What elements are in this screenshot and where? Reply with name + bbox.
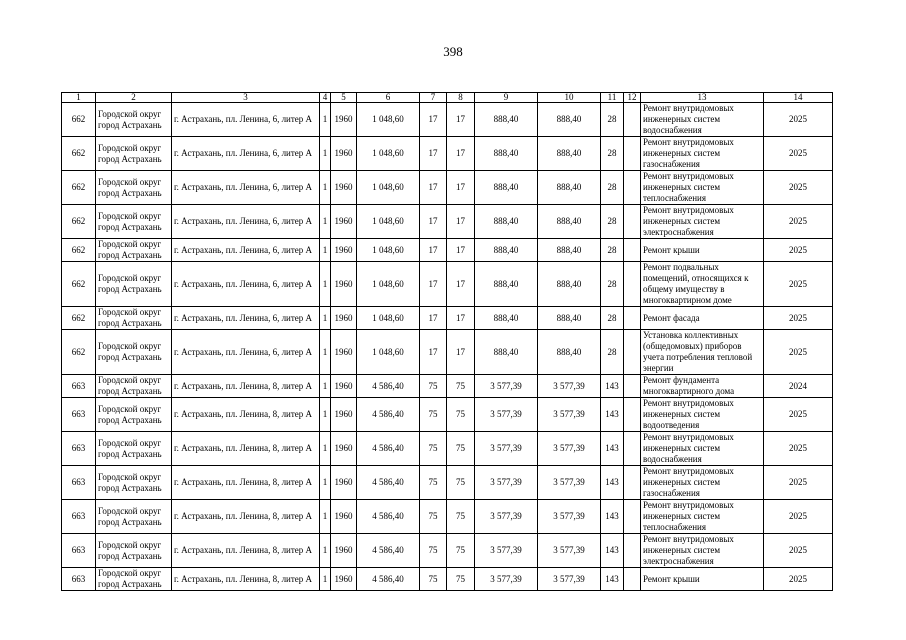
residents-cell: 28 [601,239,624,262]
residents-cell: 28 [601,205,624,239]
table-cell: 17 [447,239,475,262]
municipality-cell: Городской округ город Астрахань [96,262,172,307]
address-cell: г. Астрахань, пл. Ленина, 6, литер А [172,330,320,375]
table-cell: 1 [320,330,331,375]
total-area-cell: 1 048,60 [357,330,420,375]
empty-cell [624,239,641,262]
table-row [62,398,833,432]
municipality-cell: Городской округ город Астрахань [96,398,172,432]
work-type-cell: Ремонт внутридомовых инженерных систем электроснабжения [641,534,764,568]
planned-year-cell: 2025 [764,500,833,534]
residents-cell: 143 [601,466,624,500]
area-cell: 888,40 [538,239,601,262]
work-type-cell: Ремонт фундамента многоквартирного дома [641,375,764,398]
total-area-cell: 1 048,60 [357,137,420,171]
table-cell: 1 [320,137,331,171]
table-cell: 17 [447,262,475,307]
column-number: 13 [641,93,764,103]
address-cell: г. Астрахань, пл. Ленина, 6, литер А [172,262,320,307]
area-cell: 3 577,39 [475,398,538,432]
table-cell: 17 [420,307,447,330]
planned-year-cell: 2025 [764,534,833,568]
empty-cell [624,568,641,591]
table-row [62,171,833,205]
residents-cell: 28 [601,330,624,375]
row-number: 663 [62,534,96,568]
table-cell: 1 [320,466,331,500]
work-type-cell: Ремонт внутридомовых инженерных систем водоснабжения [641,432,764,466]
total-area-cell: 4 586,40 [357,500,420,534]
area-cell: 3 577,39 [538,398,601,432]
area-cell: 888,40 [475,239,538,262]
table-row [62,239,833,262]
table-cell: 17 [447,171,475,205]
table-cell: 75 [420,398,447,432]
work-type-cell: Ремонт внутридомовых инженерных систем теплоснабжения [641,171,764,205]
work-type-cell: Ремонт фасада [641,307,764,330]
address-cell: г. Астрахань, пл. Ленина, 8, литер А [172,534,320,568]
residents-cell: 28 [601,171,624,205]
row-number: 662 [62,137,96,171]
column-number: 4 [320,93,331,103]
area-cell: 3 577,39 [538,375,601,398]
year-built-cell: 1960 [331,534,357,568]
column-number: 3 [172,93,320,103]
work-type-cell: Ремонт подвальных помещений, относящихся к общему имуществу в многоквартирном доме [641,262,764,307]
table-row [62,534,833,568]
address-cell: г. Астрахань, пл. Ленина, 6, литер А [172,239,320,262]
municipality-cell: Городской округ город Астрахань [96,205,172,239]
residents-cell: 28 [601,103,624,137]
table-cell: 17 [420,171,447,205]
year-built-cell: 1960 [331,171,357,205]
year-built-cell: 1960 [331,500,357,534]
area-cell: 888,40 [475,262,538,307]
residents-cell: 28 [601,307,624,330]
row-number: 663 [62,375,96,398]
residents-cell: 143 [601,568,624,591]
empty-cell [624,534,641,568]
municipality-cell: Городской округ город Астрахань [96,137,172,171]
table-cell: 17 [447,330,475,375]
area-cell: 3 577,39 [475,375,538,398]
column-number: 5 [331,93,357,103]
column-number: 1 [62,93,96,103]
planned-year-cell: 2025 [764,307,833,330]
column-number: 14 [764,93,833,103]
page-number: 398 [443,44,463,59]
column-number: 8 [447,93,475,103]
area-cell: 3 577,39 [475,432,538,466]
area-cell: 888,40 [538,103,601,137]
planned-year-cell: 2025 [764,103,833,137]
table-cell: 1 [320,534,331,568]
table-row [62,205,833,239]
residents-cell: 143 [601,500,624,534]
address-cell: г. Астрахань, пл. Ленина, 8, литер А [172,466,320,500]
table-cell: 1 [320,500,331,534]
work-type-cell: Ремонт внутридомовых инженерных систем газоснабжения [641,137,764,171]
column-number: 11 [601,93,624,103]
planned-year-cell: 2025 [764,330,833,375]
row-number: 662 [62,330,96,375]
column-number: 10 [538,93,601,103]
planned-year-cell: 2025 [764,239,833,262]
total-area-cell: 1 048,60 [357,239,420,262]
work-type-cell: Ремонт внутридомовых инженерных систем водоотведения [641,398,764,432]
total-area-cell: 4 586,40 [357,568,420,591]
residents-cell: 143 [601,534,624,568]
area-cell: 888,40 [475,205,538,239]
area-cell: 3 577,39 [475,534,538,568]
municipality-cell: Городской округ город Астрахань [96,239,172,262]
work-type-cell: Ремонт внутридомовых инженерных систем электроснабжения [641,205,764,239]
total-area-cell: 4 586,40 [357,534,420,568]
total-area-cell: 1 048,60 [357,307,420,330]
capital-repair-table [61,92,833,591]
year-built-cell: 1960 [331,205,357,239]
table-row [62,262,833,307]
planned-year-cell: 2025 [764,205,833,239]
area-cell: 888,40 [475,330,538,375]
address-cell: г. Астрахань, пл. Ленина, 8, литер А [172,500,320,534]
total-area-cell: 4 586,40 [357,375,420,398]
planned-year-cell: 2025 [764,568,833,591]
empty-cell [624,466,641,500]
row-number: 663 [62,568,96,591]
empty-cell [624,137,641,171]
municipality-cell: Городской округ город Астрахань [96,534,172,568]
address-cell: г. Астрахань, пл. Ленина, 6, литер А [172,307,320,330]
empty-cell [624,432,641,466]
column-number: 7 [420,93,447,103]
total-area-cell: 1 048,60 [357,171,420,205]
address-cell: г. Астрахань, пл. Ленина, 6, литер А [172,137,320,171]
total-area-cell: 1 048,60 [357,205,420,239]
table-row [62,466,833,500]
table-cell: 75 [420,534,447,568]
empty-cell [624,500,641,534]
residents-cell: 143 [601,432,624,466]
year-built-cell: 1960 [331,375,357,398]
area-cell: 888,40 [538,330,601,375]
table-cell: 17 [447,307,475,330]
total-area-cell: 1 048,60 [357,103,420,137]
area-cell: 888,40 [538,171,601,205]
table-cell: 17 [420,137,447,171]
table-cell: 75 [420,568,447,591]
address-cell: г. Астрахань, пл. Ленина, 8, литер А [172,398,320,432]
address-cell: г. Астрахань, пл. Ленина, 6, литер А [172,171,320,205]
empty-cell [624,307,641,330]
row-number: 663 [62,432,96,466]
table-row [62,103,833,137]
planned-year-cell: 2025 [764,432,833,466]
row-number: 663 [62,466,96,500]
table-cell: 1 [320,205,331,239]
municipality-cell: Городской округ город Астрахань [96,500,172,534]
address-cell: г. Астрахань, пл. Ленина, 6, литер А [172,103,320,137]
area-cell: 3 577,39 [538,500,601,534]
empty-cell [624,398,641,432]
table-cell: 75 [420,466,447,500]
area-cell: 888,40 [538,307,601,330]
municipality-cell: Городской округ город Астрахань [96,568,172,591]
residents-cell: 143 [601,375,624,398]
municipality-cell: Городской округ город Астрахань [96,103,172,137]
table-row [62,568,833,591]
year-built-cell: 1960 [331,262,357,307]
area-cell: 888,40 [538,205,601,239]
table-cell: 17 [447,137,475,171]
year-built-cell: 1960 [331,398,357,432]
area-cell: 888,40 [538,137,601,171]
area-cell: 888,40 [475,171,538,205]
table-cell: 75 [447,568,475,591]
residents-cell: 28 [601,262,624,307]
planned-year-cell: 2025 [764,398,833,432]
empty-cell [624,171,641,205]
table-cell: 17 [420,330,447,375]
table-cell: 75 [447,432,475,466]
area-cell: 888,40 [538,262,601,307]
table-cell: 1 [320,103,331,137]
table-cell: 17 [420,103,447,137]
table-cell: 75 [420,500,447,534]
empty-cell [624,375,641,398]
planned-year-cell: 2025 [764,137,833,171]
area-cell: 3 577,39 [538,432,601,466]
year-built-cell: 1960 [331,330,357,375]
table-cell: 1 [320,375,331,398]
year-built-cell: 1960 [331,432,357,466]
table-cell: 17 [447,103,475,137]
municipality-cell: Городской округ город Астрахань [96,330,172,375]
municipality-cell: Городской округ город Астрахань [96,432,172,466]
table-cell: 17 [420,205,447,239]
municipality-cell: Городской округ город Астрахань [96,375,172,398]
work-type-cell: Ремонт внутридомовых инженерных систем теплоснабжения [641,500,764,534]
empty-cell [624,103,641,137]
table-row [62,330,833,375]
area-cell: 3 577,39 [538,466,601,500]
table-cell: 1 [320,398,331,432]
column-number: 9 [475,93,538,103]
planned-year-cell: 2024 [764,375,833,398]
work-type-cell: Ремонт внутридомовых инженерных систем газоснабжения [641,466,764,500]
table-cell: 17 [447,205,475,239]
row-number: 663 [62,398,96,432]
empty-cell [624,205,641,239]
total-area-cell: 4 586,40 [357,466,420,500]
row-number: 662 [62,103,96,137]
work-type-cell: Ремонт крыши [641,568,764,591]
municipality-cell: Городской округ город Астрахань [96,171,172,205]
year-built-cell: 1960 [331,239,357,262]
address-cell: г. Астрахань, пл. Ленина, 6, литер А [172,205,320,239]
table-cell: 75 [420,375,447,398]
year-built-cell: 1960 [331,103,357,137]
total-area-cell: 1 048,60 [357,262,420,307]
area-cell: 888,40 [475,307,538,330]
column-number: 12 [624,93,641,103]
area-cell: 888,40 [475,137,538,171]
row-number: 662 [62,205,96,239]
planned-year-cell: 2025 [764,466,833,500]
total-area-cell: 4 586,40 [357,432,420,466]
address-cell: г. Астрахань, пл. Ленина, 8, литер А [172,432,320,466]
column-number-row [62,93,833,103]
row-number: 662 [62,239,96,262]
table-cell: 1 [320,307,331,330]
column-number: 2 [96,93,172,103]
table-cell: 75 [447,375,475,398]
table-cell: 17 [420,262,447,307]
table-row [62,375,833,398]
table-cell: 75 [447,500,475,534]
table-cell: 1 [320,568,331,591]
address-cell: г. Астрахань, пл. Ленина, 8, литер А [172,375,320,398]
area-cell: 3 577,39 [538,534,601,568]
residents-cell: 143 [601,398,624,432]
year-built-cell: 1960 [331,137,357,171]
row-number: 662 [62,171,96,205]
empty-cell [624,262,641,307]
total-area-cell: 4 586,40 [357,398,420,432]
table-cell: 1 [320,239,331,262]
row-number: 663 [62,500,96,534]
planned-year-cell: 2025 [764,171,833,205]
planned-year-cell: 2025 [764,262,833,307]
table-cell: 1 [320,171,331,205]
area-cell: 3 577,39 [538,568,601,591]
residents-cell: 28 [601,137,624,171]
table-row [62,137,833,171]
table-cell: 75 [447,466,475,500]
table-cell: 17 [420,239,447,262]
year-built-cell: 1960 [331,307,357,330]
municipality-cell: Городской округ город Астрахань [96,466,172,500]
year-built-cell: 1960 [331,568,357,591]
table-cell: 75 [447,534,475,568]
table-row [62,432,833,466]
area-cell: 3 577,39 [475,500,538,534]
table-row [62,500,833,534]
column-number: 6 [357,93,420,103]
area-cell: 3 577,39 [475,466,538,500]
municipality-cell: Городской округ город Астрахань [96,307,172,330]
work-type-cell: Ремонт внутридомовых инженерных систем водоснабжения [641,103,764,137]
table-cell: 75 [447,398,475,432]
work-type-cell: Ремонт крыши [641,239,764,262]
year-built-cell: 1960 [331,466,357,500]
row-number: 662 [62,307,96,330]
address-cell: г. Астрахань, пл. Ленина, 8, литер А [172,568,320,591]
table-row [62,307,833,330]
table-cell: 1 [320,262,331,307]
empty-cell [624,330,641,375]
table-cell: 75 [420,432,447,466]
row-number: 662 [62,262,96,307]
work-type-cell: Установка коллективных (общедомовых) приборов учета потребления тепловой энергии [641,330,764,375]
table-cell: 1 [320,432,331,466]
area-cell: 3 577,39 [475,568,538,591]
area-cell: 888,40 [475,103,538,137]
